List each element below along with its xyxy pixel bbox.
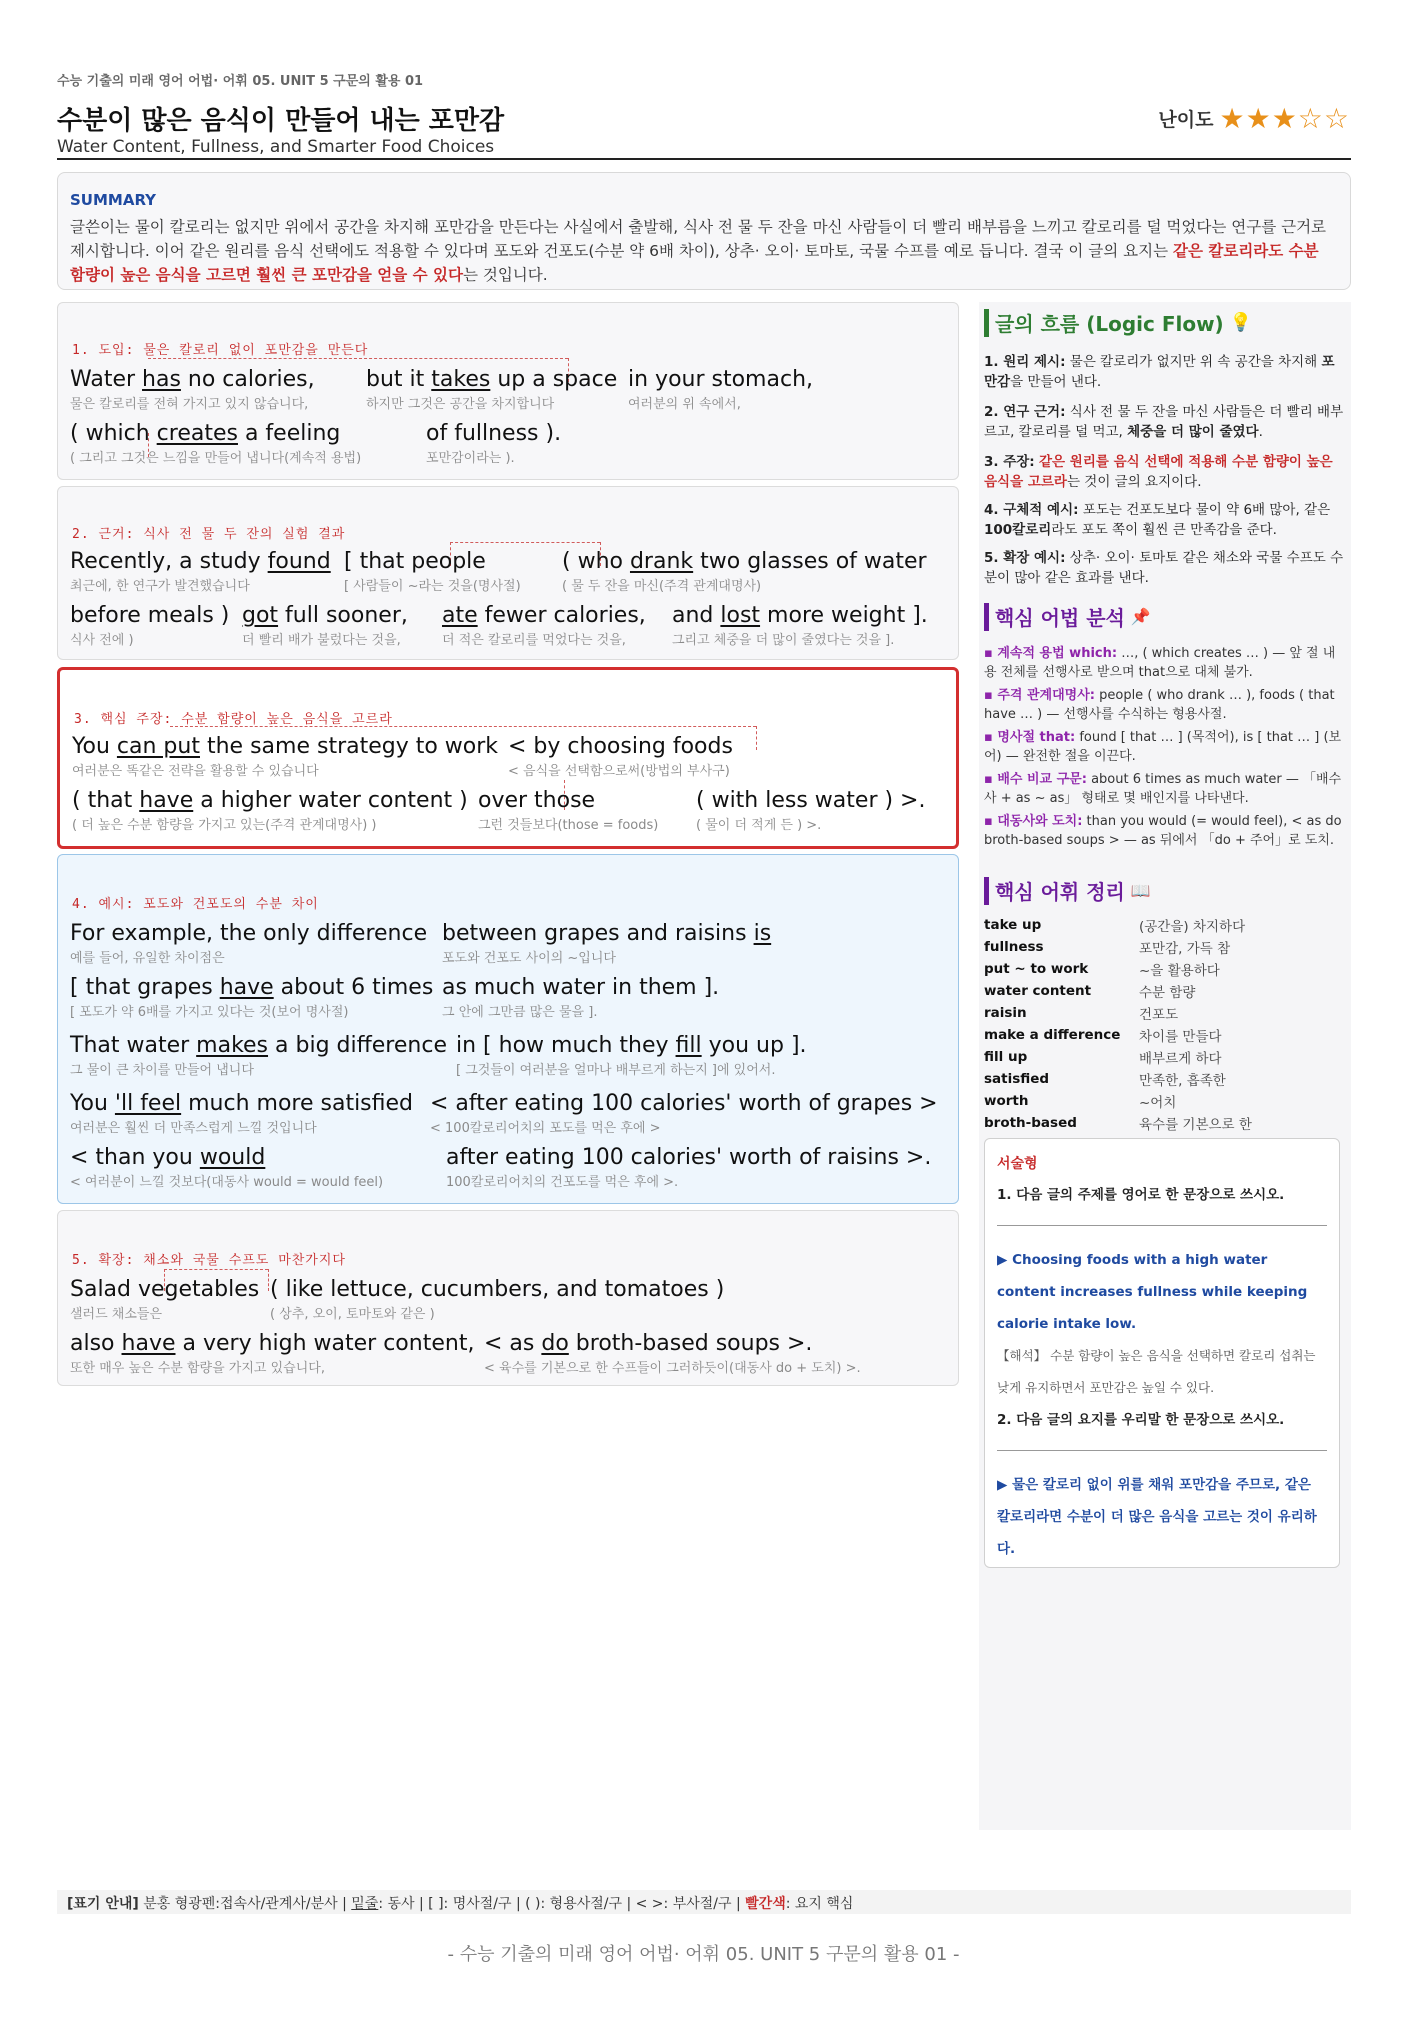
- chunk: as much water in them ]. 그 안에 그만큼 많은 물을 ].: [442, 975, 720, 1020]
- section-evidence: [57, 486, 959, 660]
- answer-line: [997, 1450, 1327, 1451]
- vocab-heading: 핵심 어휘 정리 📖: [984, 876, 1151, 905]
- chunk: ( with less water ) >. ( 물이 더 적게 든 ) >.: [696, 788, 926, 833]
- grammar-item: ▪ 주격 관계대명사: people ( who drank … ), foods ( that have … ) — 선행사를 수식하는 형용사절.: [984, 688, 1335, 722]
- section-head: 2. 근거: 식사 전 물 두 잔의 실험 결과: [72, 527, 346, 542]
- chunk: but it takes up a space 하지만 그것은 공간을 차지합니다: [366, 367, 618, 412]
- chunk: also have a very high water content, 또한 매우 높은 수분 함량을 가지고 있습니다,: [70, 1331, 475, 1376]
- chunk: before meals ) 식사 전에 ): [70, 603, 230, 648]
- chunk: Recently, a study found 최근에, 한 연구가 발견했습니다: [70, 549, 331, 594]
- flow-item: 5. 확장 예시: 상추· 오이· 토마토 같은 채소와 국물 수프도 수분이 많아 같은 효과를 낸다.: [984, 550, 1344, 586]
- section-example: [57, 854, 959, 1204]
- chunk: < than you would < 여러분이 느낄 것보다(대동사 would = would feel): [70, 1145, 384, 1190]
- section-main-claim: [57, 667, 959, 849]
- vocab-row: broth-based 육수를 기본으로 한: [984, 1115, 1252, 1133]
- connector-line: [268, 1269, 269, 1291]
- page-footer: - 수능 기출의 미래 영어 어법· 어휘 05. UNIT 5 구문의 활용 01 -: [447, 1944, 960, 1965]
- chunk: Water has no calories, 물은 칼로리를 전혀 가지고 있지 않습니다,: [70, 367, 315, 412]
- connector-line: [170, 726, 756, 727]
- vocab-row: water content 수분 함량: [984, 983, 1196, 1001]
- page-title: 수분이 많은 음식이 만들어 내는 포만감: [57, 106, 505, 136]
- vocab-row: worth ~어치: [984, 1093, 1177, 1111]
- chunk: between grapes and raisins is 포도와 건포도 사이의 ~입니다: [442, 921, 772, 966]
- chunk: in your stomach, 여러분의 위 속에서,: [628, 367, 814, 412]
- chunk: of fullness ). 포만감이라는 ).: [426, 421, 562, 466]
- connector-line: [148, 358, 568, 359]
- pushpin-icon: 📌: [1130, 607, 1151, 626]
- star-icon: ★★★☆☆: [1219, 102, 1350, 135]
- essay-question-1: 1. 다음 글의 주제를 영어로 한 문장으로 쓰시오.: [997, 1187, 1285, 1203]
- vocab-table: [984, 914, 1346, 1134]
- chunk: Salad vegetables 샐러드 채소들은: [70, 1277, 260, 1322]
- book-icon: 📖: [1130, 881, 1151, 900]
- connector-line: [756, 726, 757, 750]
- chunk: < as do broth-based soups >. < 육수를 기본으로 한 수프들이 그러하듯이(대동사 do + 도치) >.: [484, 1331, 861, 1376]
- section-extension: [57, 1210, 959, 1386]
- chunk: after eating 100 calories' worth of raisins >. 100칼로리어치의 건포도를 먹은 후에 >.: [446, 1145, 932, 1190]
- chunk: in [ how much they fill you up ]. [ 그것들이 여러분을 얼마나 배부르게 하는지 ]에 있어서.: [456, 1033, 807, 1078]
- summary-text: [70, 215, 1336, 287]
- section-head: 3. 핵심 주장: 수분 함량이 높은 음식을 고르라: [74, 712, 393, 727]
- vocab-row: take up (공간을) 차지하다: [984, 917, 1246, 935]
- summary-key-point: 같은 칼로리라도 수분 함량이 높은 음식을 고르면 훨씬 큰 포만감을 얻을 수 있다: [70, 242, 1319, 284]
- essay-answer-1: ▶ Choosing foods with a high water content increases fullness while keeping calorie intake low.: [997, 1252, 1308, 1332]
- essay-question-2: 2. 다음 글의 요지를 우리말 한 문장으로 쓰시오.: [997, 1412, 1285, 1428]
- chunk: ( like lettuce, cucumbers, and tomatoes ) ( 상추, 오이, 토마토와 같은 ): [270, 1277, 725, 1322]
- chunk: [ that grapes have about 6 times [ 포도가 약 6배를 가지고 있다는 것(보어 명사절): [70, 975, 434, 1020]
- chunk: For example, the only difference 예를 들어, 유일한 차이점은: [70, 921, 428, 966]
- chunk: You 'll feel much more satisfied 여러분은 훨씬 더 만족스럽게 느낄 것입니다: [70, 1091, 414, 1136]
- essay-translation-1: 【해석】 수분 함량이 높은 음식을 선택하면 칼로리 섭취는 낮게 유지하면서 포만감은 높일 수 있다.: [997, 1348, 1316, 1395]
- flow-item: 3. 주장: 같은 원리를 음식 선택에 적용해 수분 함량이 높은 음식을 고르라는 것이 글의 요지이다.: [984, 454, 1333, 490]
- chunk: You can put the same strategy to work 여러분은 똑같은 전략을 활용할 수 있습니다: [72, 734, 499, 779]
- vocab-row: fullness 포만감, 가득 참: [984, 939, 1231, 957]
- chunk: got full sooner, 더 빨리 배가 불렀다는 것을,: [242, 603, 408, 648]
- chunk: and lost more weight ]. 그리고 체중을 더 많이 줄였다는 것을 ].: [672, 603, 928, 648]
- flow-item: 2. 연구 근거: 식사 전 물 두 잔을 마신 사람들은 더 빨리 배부르고, 칼로리를 덜 먹고, 체중을 더 많이 줄였다.: [984, 404, 1344, 440]
- sidebar: [979, 302, 1351, 1830]
- summary-label: SUMMARY: [70, 191, 157, 209]
- summary-text-a: 글쓴이는 물이 칼로리는 없지만 위에서 공간을 차지해 포만감을 만든다는 사실에서 출발해, 식사 전 물 두 잔을 마신 사람들이 더 빨리 배부름을 느끼고 칼로리를 덜 먹었다는 연구를 근거로 제시합니다. 이어 같은 원리를 음식 선택에도 적용할 수 있다며 포도와 건포도(수분 약 6배 차이), 상추· 오이· 토마토, 국물 수프를 예로 듭니다. 결국 이 글의 요지는: [70, 218, 1327, 260]
- vocab-row: satisfied 만족한, 흡족한: [984, 1071, 1226, 1089]
- connector-line: [450, 542, 600, 543]
- chunk: ( which creates a feeling ( 그리고 그것은 느낌을 만들어 냅니다(계속적 용법): [70, 421, 362, 466]
- section-head: 1. 도입: 물은 칼로리 없이 포만감을 만든다: [72, 343, 369, 358]
- grammar-item: ▪ 명사절 that: found [ that … ] (목적어), is [ that … ] (보어) — 완전한 절을 이끈다.: [984, 730, 1342, 764]
- vocab-row: raisin 건포도: [984, 1005, 1179, 1023]
- section-head: 5. 확장: 채소와 국물 수프도 마찬가지다: [72, 1253, 346, 1268]
- answer-line: [997, 1225, 1327, 1226]
- grammar-heading: 핵심 어법 분석 📌: [984, 602, 1151, 631]
- page-subtitle: Water Content, Fullness, and Smarter Food Choices: [57, 137, 495, 157]
- chunk: That water makes a big difference 그 물이 큰 차이를 만들어 냅니다: [70, 1033, 447, 1078]
- vocab-row: put ~ to work ~을 활용하다: [984, 961, 1220, 979]
- summary-text-c: 는 것입니다.: [462, 266, 548, 284]
- logic-flow-heading: 글의 흐름 (Logic Flow) 💡: [984, 308, 1252, 337]
- lightbulb-icon: 💡: [1229, 312, 1253, 333]
- summary-box: [57, 172, 1351, 290]
- chunk: < by choosing foods < 음식을 선택함으로써(방법의 부사구): [508, 734, 733, 779]
- section-intro: [57, 302, 959, 480]
- section-head: 4. 예시: 포도와 건포도의 수분 차이: [72, 897, 319, 912]
- chunk: ( who drank two glasses of water ( 물 두 잔을 마신(주격 관계대명사): [562, 549, 927, 594]
- vocab-row: fill up 배부르게 하다: [984, 1049, 1222, 1067]
- chunk: over those 그런 것들보다(those = foods): [478, 788, 659, 833]
- flow-item: 1. 원리 제시: 물은 칼로리가 없지만 위 속 공간을 차지해 포만감을 만들어 낸다.: [984, 354, 1335, 390]
- difficulty-label: 난이도: [1158, 109, 1214, 131]
- title-divider: [57, 158, 1351, 160]
- notation-legend: [표기 안내] 분홍 형광펜:접속사/관계사/분사 | 밑줄: 동사 | [ ]: 명사절/구 | ( ): 형용사절/구 | < >: 부사절/구 | 빨간색: 요지 핵심: [57, 1890, 1351, 1914]
- connector-line: [164, 1269, 268, 1270]
- essay-answer-2: ▶ 물은 칼로리 없이 위를 채워 포만감을 주므로, 같은 칼로리라면 수분이 더 많은 음식을 고르는 것이 유리하다.: [997, 1477, 1317, 1557]
- essay-questions: [984, 1138, 1340, 1568]
- grammar-item: ▪ 대동사와 도치: than you would (= would feel), < as do broth-based soups > — as 뒤에서 「do + 주어」로 도치.: [984, 814, 1342, 848]
- grammar-item: ▪ 계속적 용법 which: …, ( which creates … ) — 앞 절 내용 전체를 선행사로 받으며 that으로 대체 불가.: [984, 646, 1336, 680]
- essay-label: 서술형: [997, 1156, 1038, 1172]
- grammar-item: ▪ 배수 비교 구문: about 6 times as much water — 「배수사 + as ~ as」 형태로 몇 배인지를 나타낸다.: [984, 772, 1342, 806]
- difficulty-rating: [1158, 102, 1350, 135]
- chunk: < after eating 100 calories' worth of grapes > < 100칼로리어치의 포도를 먹은 후에 >: [430, 1091, 938, 1136]
- flow-item: 4. 구체적 예시: 포도는 건포도보다 물이 약 6배 많아, 같은 100칼로리라도 포도 쪽이 훨씬 큰 만족감을 준다.: [984, 502, 1331, 538]
- breadcrumb: 수능 기출의 미래 영어 어법· 어휘 05. UNIT 5 구문의 활용 01: [57, 74, 424, 89]
- chunk: ate fewer calories, 더 적은 칼로리를 먹었다는 것을,: [442, 603, 646, 648]
- chunk: [ that people [ 사람들이 ~라는 것을(명사절): [344, 549, 521, 594]
- chunk: ( that have a higher water content ) ( 더 높은 수분 함량을 가지고 있는(주격 관계대명사) ): [72, 788, 468, 833]
- vocab-row: make a difference 차이를 만들다: [984, 1027, 1222, 1045]
